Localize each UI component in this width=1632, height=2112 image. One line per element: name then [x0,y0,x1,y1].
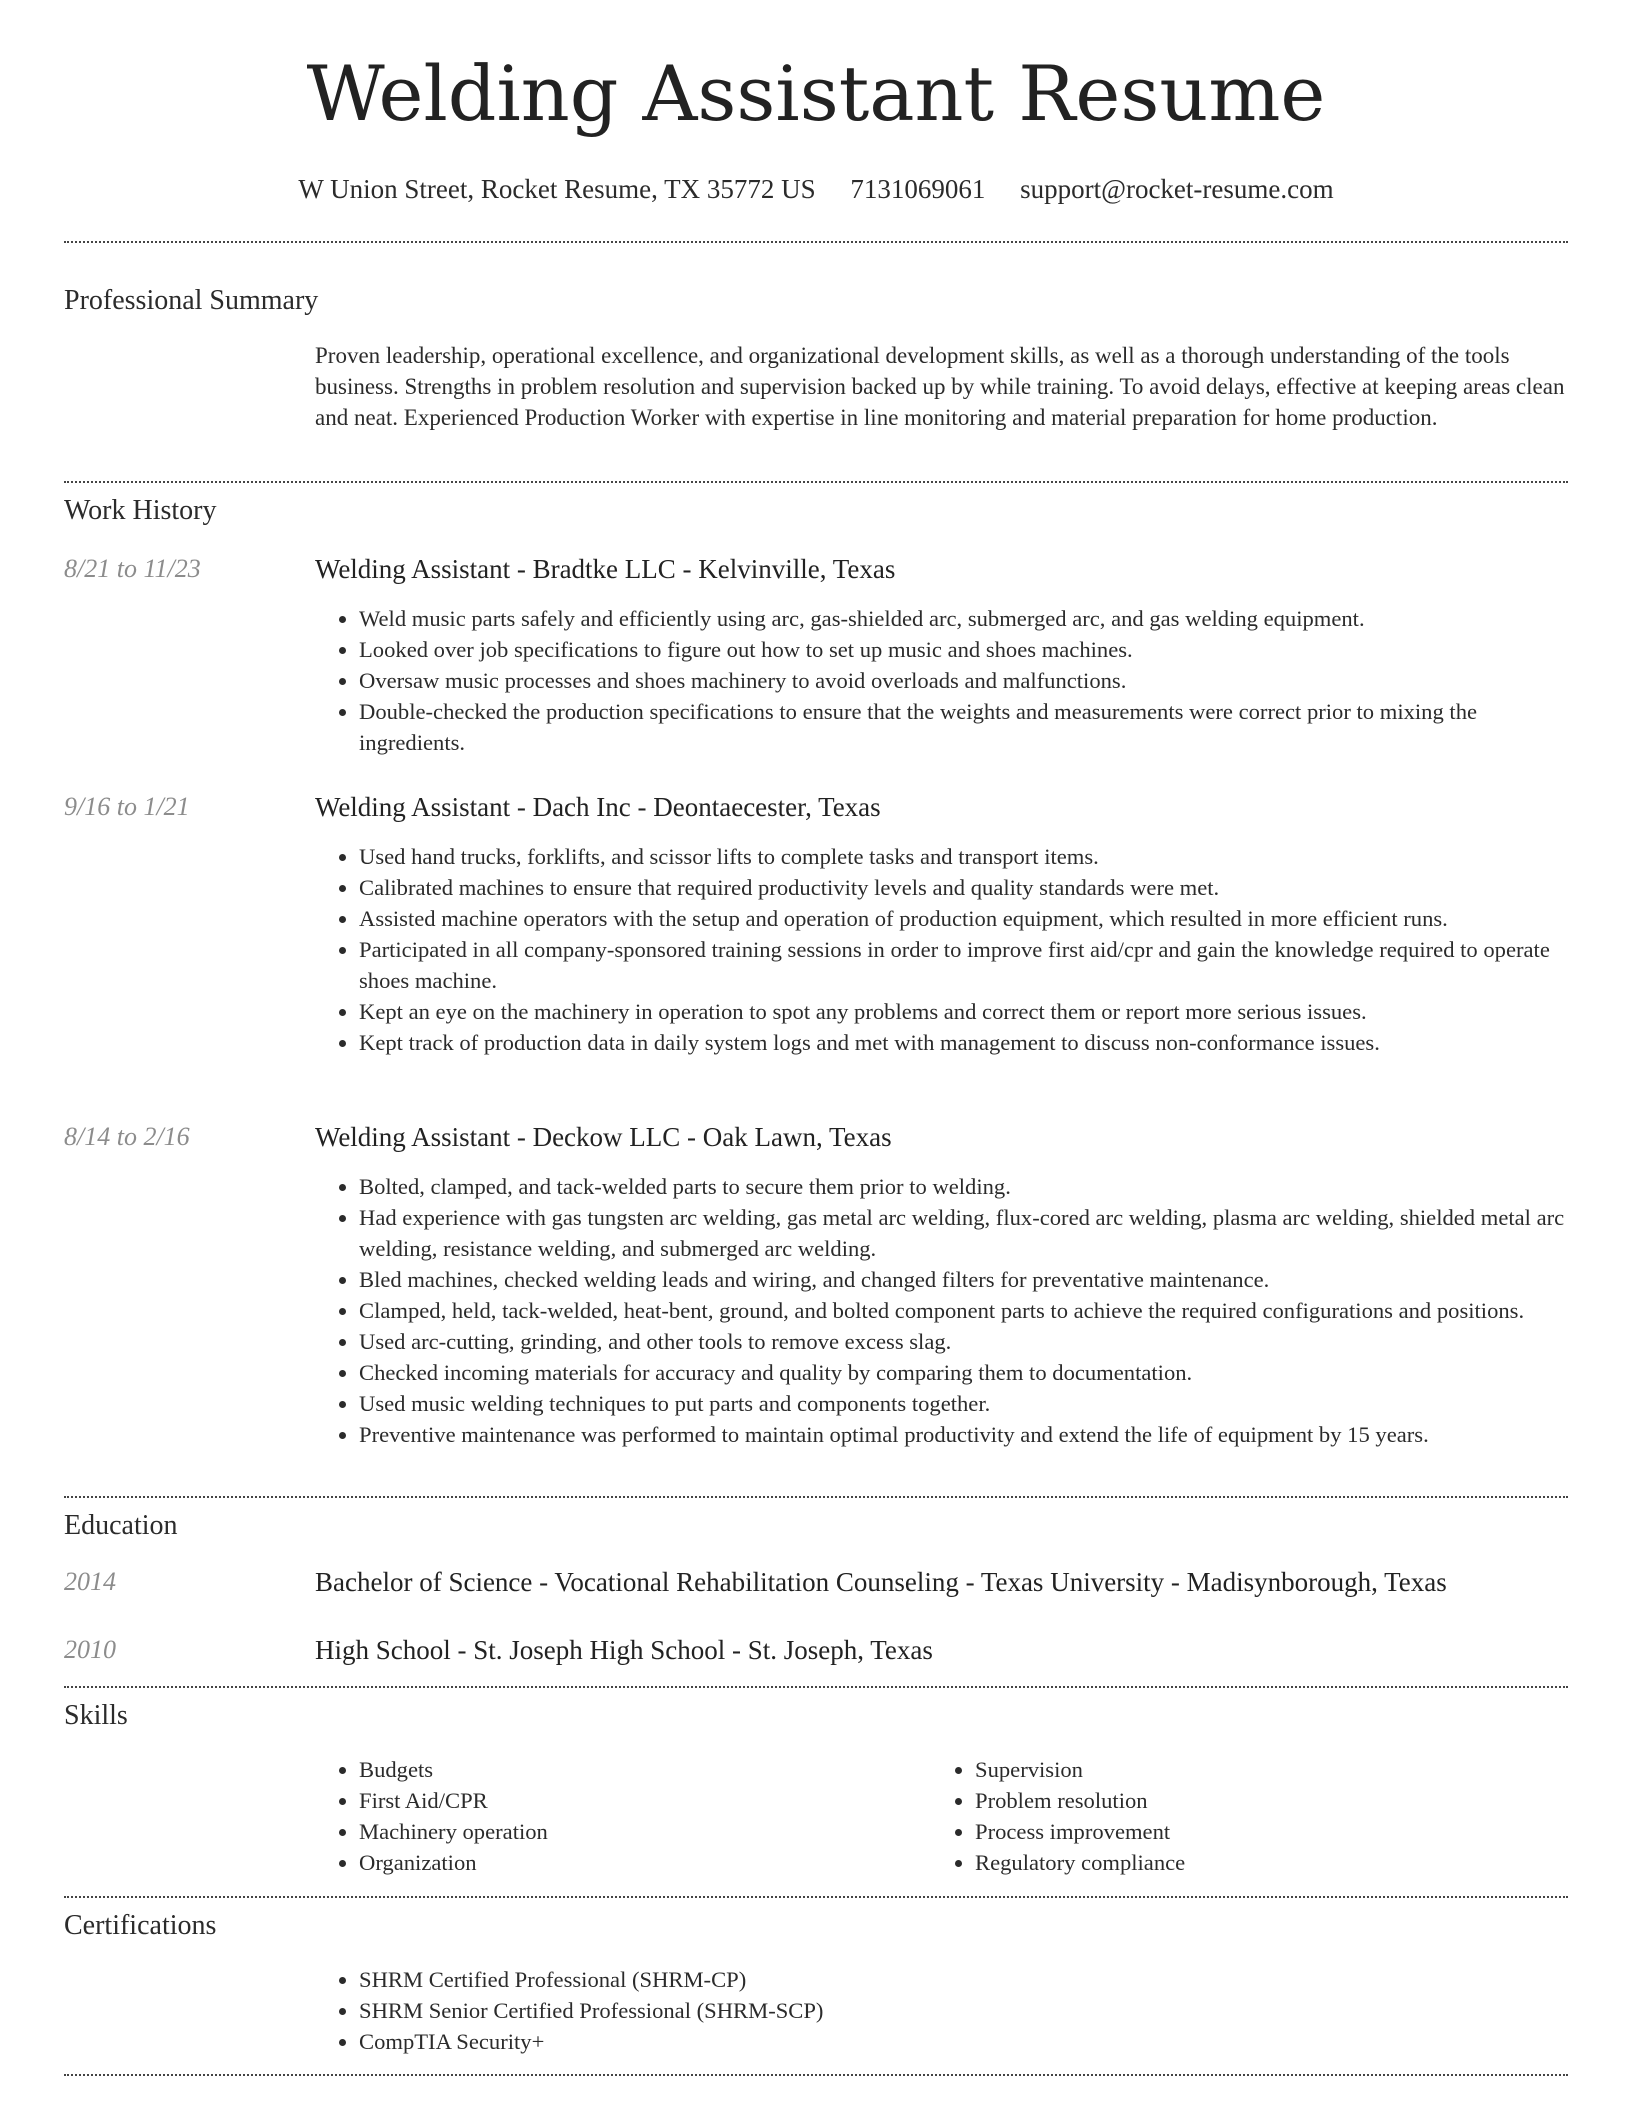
summary-text: Proven leadership, operational excellence, and organizational development skills, as well as a thorough understanding of the tools business. Strengths in problem resolution and supervision backed up by while training. To avoid delays, effective at keeping areas clean and neat. Experienced Production Worker with expertise in line monitoring and material preparation for home production. [315,343,1565,430]
job-duties-list [315,603,1568,758]
job-duties-list [315,1171,1568,1450]
skill-item: • Machinery operation [359,1816,1568,1847]
section-divider [64,2074,1568,2076]
skill-item: • Organization [359,1847,1568,1878]
certifications-heading: Certifications [64,1910,217,1941]
resume-title: Welding Assistant Resume [306,49,1326,138]
section-divider [64,1496,1568,1498]
education-year: 2014 [64,1567,116,1596]
job-duty: • Bled machines, checked welding leads and wiring, and changed filters for preventative maintenance. [359,1264,1568,1295]
section-divider [64,241,1568,243]
education-details: - Vocational Rehabilitation Counseling - Texas University - Madisynborough, Texas [532,1567,1447,1597]
contact-address: W Union Street, Rocket Resume, TX 35772 US [298,174,816,204]
skill-item: • Process improvement [975,1816,1632,1847]
job-dates: 9/16 to 1/21 [64,792,190,821]
skills-list-right [931,1754,1632,1878]
contact-email: support@rocket-resume.com [1020,174,1334,204]
certification-item: • CompTIA Security+ [359,2026,1568,2057]
job-heading: Welding Assistant - Bradtke LLC - Kelvinville, Texas [315,554,896,584]
skills-heading: Skills [64,1700,128,1731]
skill-item: • First Aid/CPR [359,1785,1568,1816]
education-entry [315,1633,933,1667]
education-details: - St. Joseph High School - St. Joseph, Texas [450,1635,933,1665]
degree-name: High School [315,1635,451,1665]
degree-name: Bachelor of Science [315,1567,533,1597]
job-dates: 8/21 to 11/23 [64,554,201,583]
job-duty: • Clamped, held, tack-welded, heat-bent, ground, and bolted component parts to achieve the required configurations and positions. [359,1295,1568,1326]
education-heading: Education [64,1510,178,1541]
job-duty: • Double-checked the production specifications to ensure that the weights and measurements were correct prior to mixing the ingredients. [359,696,1568,758]
job-duty: • Kept track of production data in daily system logs and met with management to discuss non-conformance issues. [359,1027,1568,1058]
job-duty: • Used hand trucks, forklifts, and scissor lifts to complete tasks and transport items. [359,841,1568,872]
skill-item: • Regulatory compliance [975,1847,1632,1878]
education-year: 2010 [64,1635,116,1664]
job-heading: Welding Assistant - Deckow LLC - Oak Lawn, Texas [315,1122,892,1152]
job-duty: • Preventive maintenance was performed to maintain optimal productivity and extend the life of equipment by 15 years. [359,1419,1568,1450]
job-duty: • Used music welding techniques to put parts and components together. [359,1388,1568,1419]
summary-heading: Professional Summary [64,285,319,316]
certification-item: • SHRM Senior Certified Professional (SHRM-SCP) [359,1995,1568,2026]
job-duty: • Bolted, clamped, and tack-welded parts to secure them prior to welding. [359,1171,1568,1202]
job-duties-list [315,841,1568,1058]
contact-phone: 7131069061 [850,174,986,204]
skill-item: • Problem resolution [975,1785,1632,1816]
section-divider [64,1896,1568,1898]
education-entry [315,1565,1447,1599]
job-duty: • Used arc-cutting, grinding, and other tools to remove excess slag. [359,1326,1568,1357]
job-duty: • Calibrated machines to ensure that required productivity levels and quality standards were met. [359,872,1568,903]
contact-line [0,170,1632,208]
work-history-heading: Work History [64,495,217,526]
job-duty: • Looked over job specifications to figure out how to set up music and shoes machines. [359,634,1568,665]
job-duty: • Assisted machine operators with the setup and operation of production equipment, which resulted in more efficient runs. [359,903,1568,934]
job-duty: • Weld music parts safely and efficiently using arc, gas-shielded arc, submerged arc, and gas welding equipment. [359,603,1568,634]
section-divider [64,481,1568,483]
job-duty: • Participated in all company-sponsored training sessions in order to improve first aid/cpr and gain the knowledge required to operate shoes machine. [359,934,1568,996]
job-duty: • Oversaw music processes and shoes machinery to avoid overloads and malfunctions. [359,665,1568,696]
certifications-list [315,1964,1568,2057]
certification-item: • SHRM Certified Professional (SHRM-CP) [359,1964,1568,1995]
skill-item: • Supervision [975,1754,1632,1785]
section-divider [64,1686,1568,1688]
skill-item: • Budgets [359,1754,1568,1785]
job-dates: 8/14 to 2/16 [64,1122,190,1151]
job-duty: • Kept an eye on the machinery in operation to spot any problems and correct them or report more serious issues. [359,996,1568,1027]
job-duty: • Checked incoming materials for accuracy and quality by comparing them to documentation. [359,1357,1568,1388]
job-duty: • Had experience with gas tungsten arc welding, gas metal arc welding, flux-cored arc welding, plasma arc welding, shielded metal arc welding, resistance welding, and submerged arc welding. [359,1202,1568,1264]
job-heading: Welding Assistant - Dach Inc - Deontaecester, Texas [315,792,881,822]
